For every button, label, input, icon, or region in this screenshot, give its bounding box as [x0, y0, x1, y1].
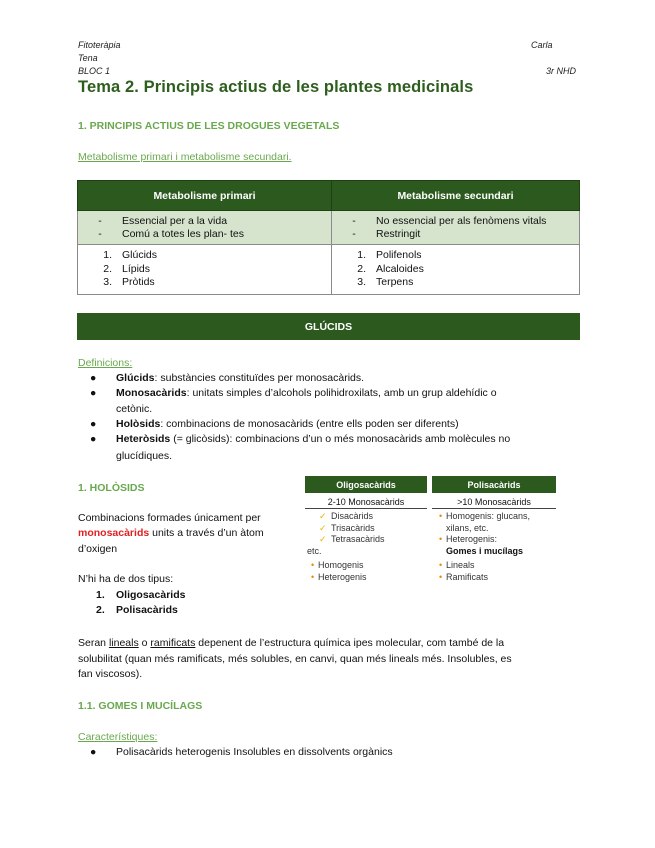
list-item: ✓ Tetrasacàrids	[319, 534, 385, 544]
definition-item: ● Monosacàrids: unitats simples d’alcohols polihidroxilats, amb un grup aldehídic o	[90, 387, 497, 399]
holosids-line2: monosacàrids units a través d’un àtom	[78, 527, 264, 539]
poli-header: Polisacàrids	[432, 476, 556, 493]
secondary-num-cell: 1. Polifenols 2. Alcaloides 3. Terpens	[332, 245, 580, 295]
definition-cont: cetònic.	[116, 403, 153, 415]
header-author: Carla	[531, 40, 553, 50]
oligo-sub: 2-10 Monosacàrids	[305, 495, 427, 509]
list-item: Restringit	[376, 227, 421, 240]
metabolism-link[interactable]: Metabolisme primari i metabolisme secundari.	[78, 151, 292, 163]
list-item: Lípids	[122, 262, 151, 275]
list-item: Pròtids	[122, 276, 155, 288]
col-header-secondary: Metabolisme secundari	[332, 181, 580, 211]
list-item: • Homogenis	[311, 560, 364, 570]
holosids-line3: d’oxigen	[78, 543, 118, 555]
header-subject: Fitoteràpia	[78, 40, 121, 50]
list-item: Polifenols	[376, 249, 422, 261]
type-item: 1. Oligosacàrids	[96, 589, 186, 601]
definition-cont: glucídiques.	[116, 450, 173, 462]
header-bloc: BLOC 1	[78, 66, 111, 76]
list-item: • Homogenis: glucans,	[439, 511, 531, 521]
list-item: Glúcids	[122, 249, 158, 261]
metabolism-table	[77, 180, 580, 295]
list-item: • Heterogenis	[311, 571, 367, 582]
list-item: xilans, etc.	[446, 522, 489, 533]
holosids-line1: Combinacions formades únicament per	[78, 512, 261, 524]
paragraph-line3: fan viscosos).	[78, 668, 143, 680]
poli-sub: >10 Monosacàrids	[432, 495, 556, 509]
definition-item: ● Heteròsids (= glicòsids): combinacions d’un o més monosacàrids amb molècules no	[90, 433, 511, 445]
list-item: etc.	[307, 545, 322, 556]
list-item: No essencial per als fenòmens vitals	[376, 215, 547, 227]
col-header-primary: Metabolisme primari	[78, 181, 332, 211]
characteristic-item: ● Polisacàrids heterogenis Insolubles en dissolvents orgànics	[90, 746, 393, 758]
oligo-header: Oligosacàrids	[305, 476, 427, 493]
list-item: Essencial per a la vida	[122, 215, 228, 227]
definitions-label: Definicions:	[78, 357, 133, 369]
list-item: Alcaloides	[376, 262, 424, 275]
definition-item: ● Holòsids: combinacions de monosacàrids (entre ells poden ser diferents)	[90, 418, 459, 430]
primary-num-cell: 1. Glúcids 2. Lípids 3. Pròtids	[78, 245, 332, 295]
list-item: Comú a totes les plan- tes	[122, 227, 244, 240]
poli-body	[439, 511, 557, 583]
types-intro: N’hi ha de dos tipus:	[78, 573, 174, 585]
glucids-band: GLÚCIDS	[77, 313, 580, 340]
page-title: Tema 2. Principis actius de les plantes medicinals	[78, 78, 474, 96]
characteristics-label: Característiques:	[78, 731, 158, 743]
list-item: • Ramificats	[439, 571, 489, 582]
gomes-heading: 1.1. GOMES I MUCÍLAGS	[78, 700, 203, 712]
secondary-dash-cell: - No essencial per als fenòmens vitals - Restringit	[332, 211, 580, 245]
holosids-heading: 1. HOLÒSIDS	[78, 482, 145, 494]
primary-dash-cell: - Essencial per a la vida - Comú a totes les plan- tes	[78, 211, 332, 245]
list-item: Gomes i mucílags	[446, 545, 524, 556]
list-item: ✓ Trisacàrids	[319, 522, 375, 533]
header-course: 3r NHD	[546, 66, 577, 76]
definition-item: ● Glúcids: substàncies constituïdes per monosacàrids.	[90, 372, 365, 384]
paragraph-line1: Seran lineals o ramificats depenent de l’estructura química ipes molecular, com també de la	[78, 637, 505, 649]
list-item: • Heterogenis:	[439, 534, 498, 544]
header-name: Tena	[78, 53, 98, 63]
oligo-body	[307, 511, 427, 583]
list-item: Terpens	[376, 276, 414, 288]
section-heading: 1. PRINCIPIS ACTIUS DE LES DROGUES VEGETALS	[78, 120, 340, 132]
type-item: 2. Polisacàrids	[96, 604, 178, 616]
highlight-word: monosacàrids	[78, 527, 150, 539]
list-item: ✓ Disacàrids	[319, 511, 374, 521]
list-item: • Lineals	[439, 560, 475, 570]
paragraph-line2: solubilitat (quan més ramificats, més solubles, en canvi, quan més lineals més. Insolubles, es	[78, 653, 512, 665]
